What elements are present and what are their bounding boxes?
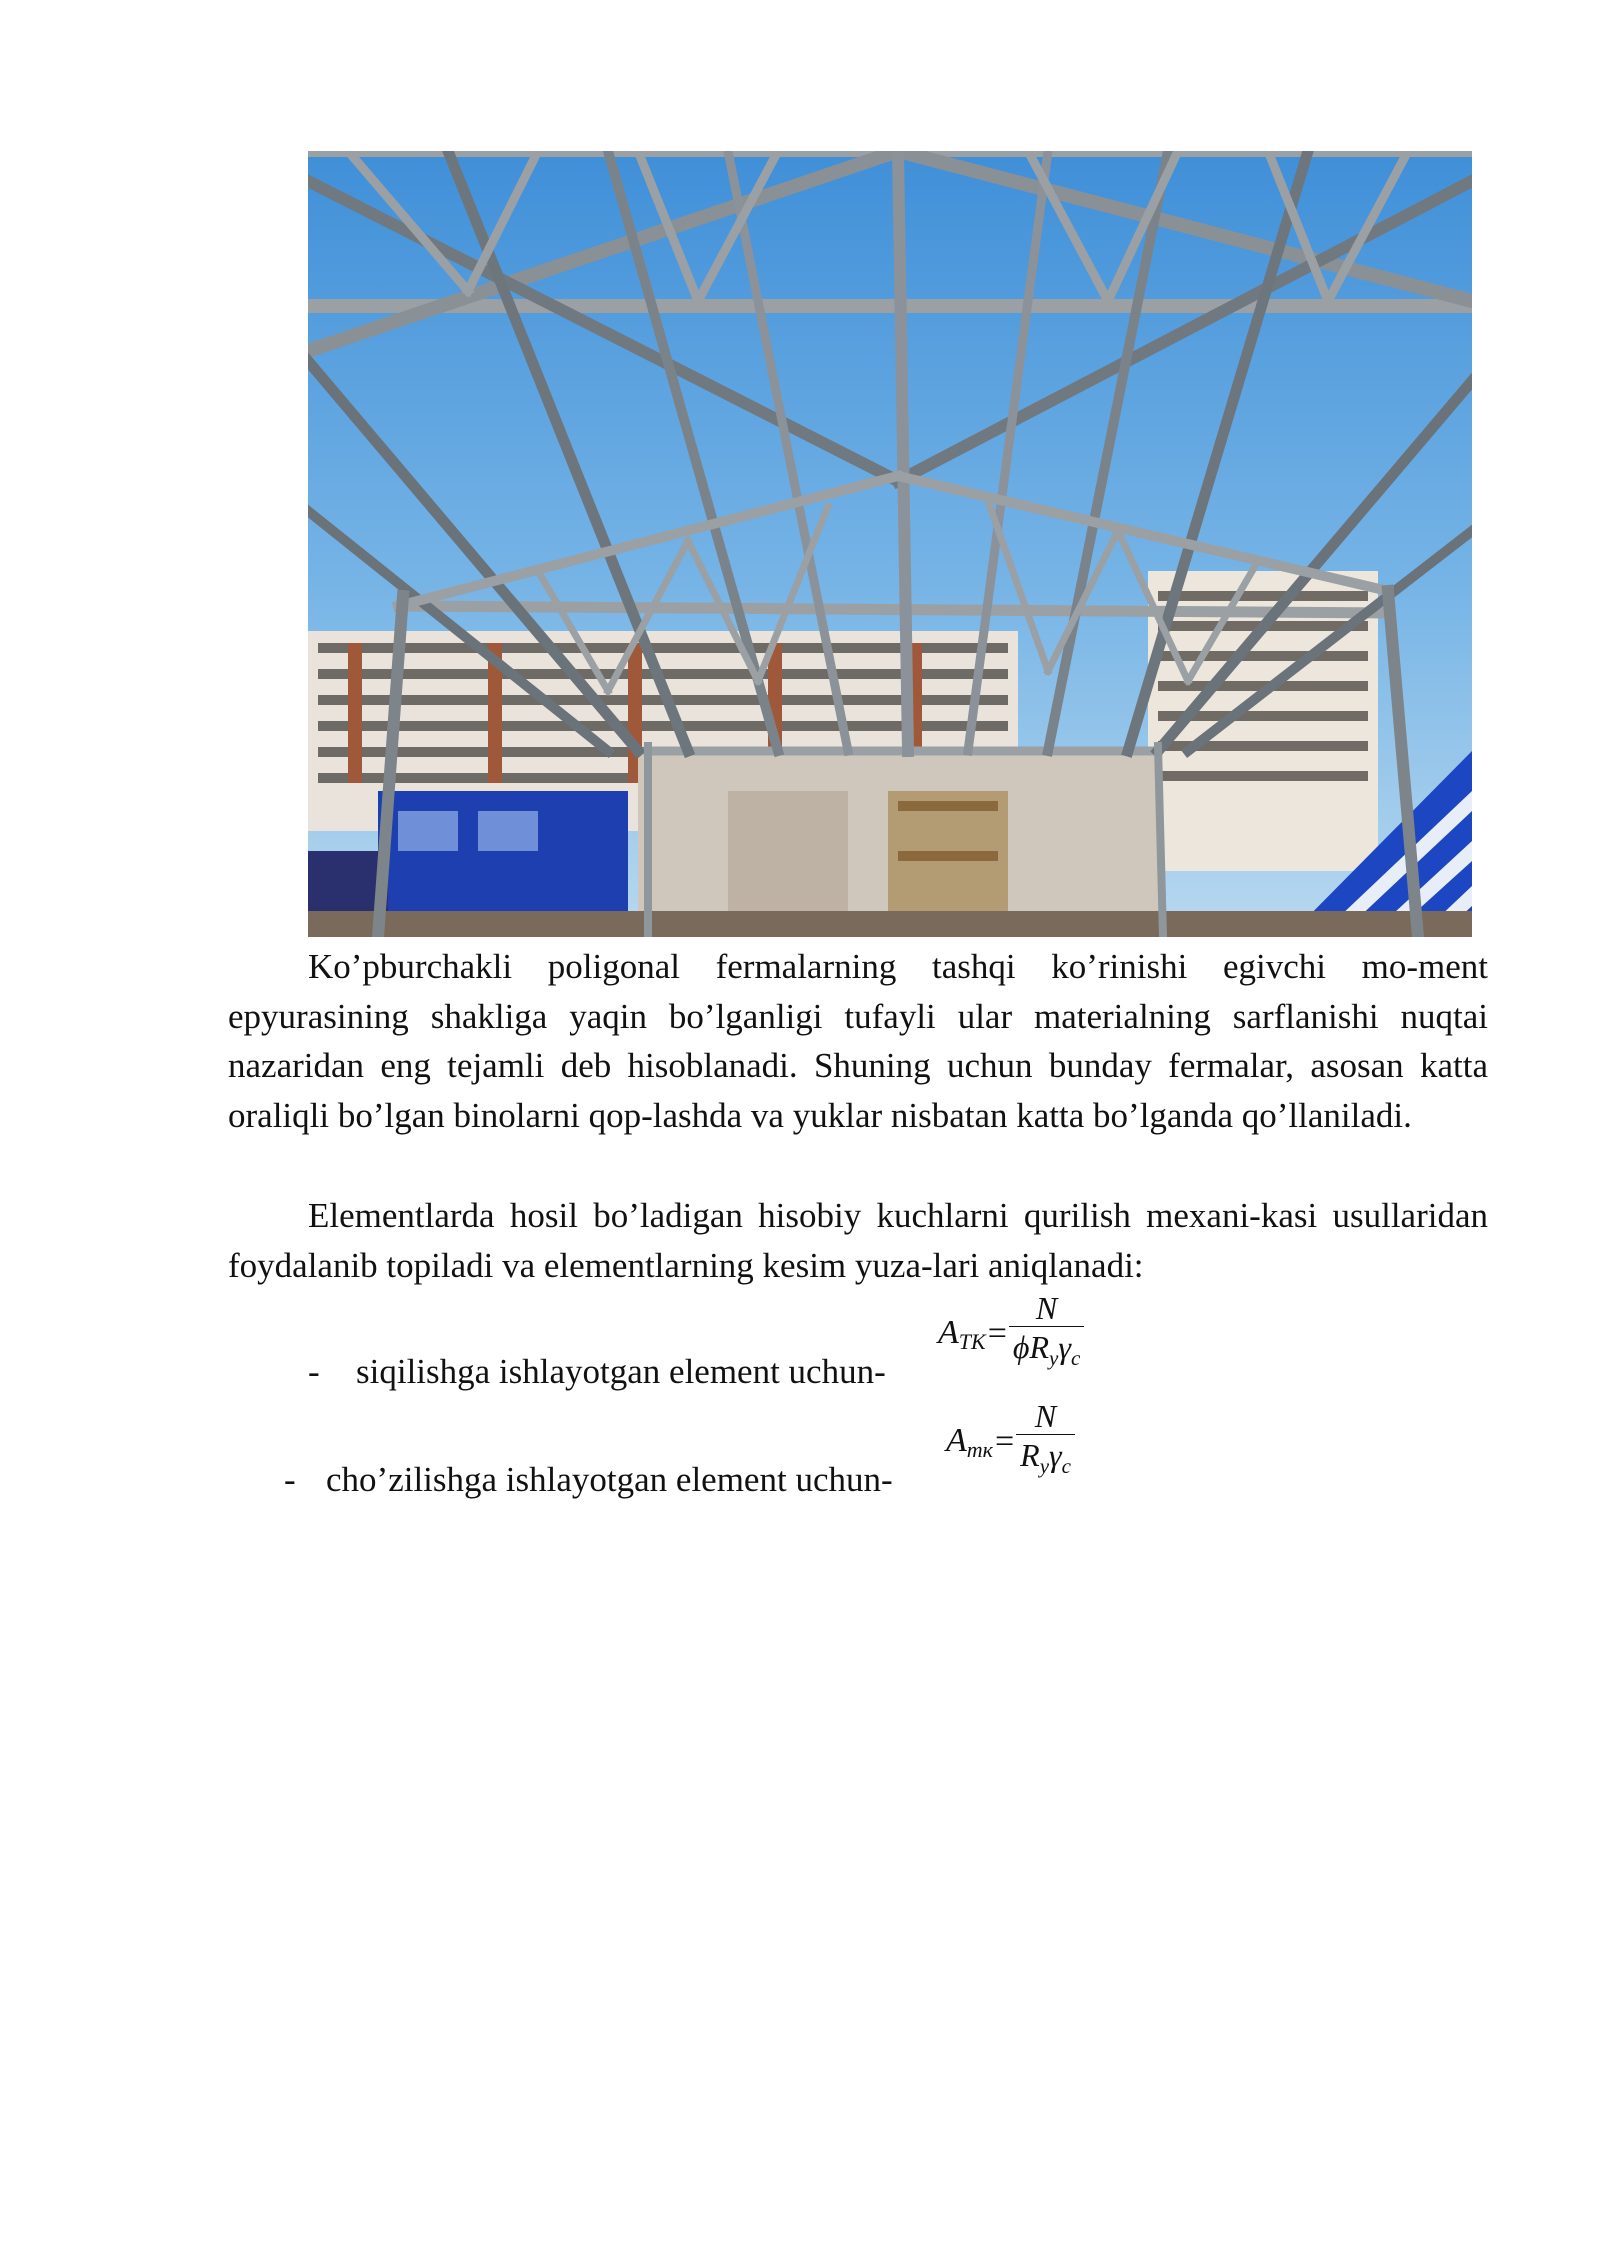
truss-photo bbox=[308, 151, 1472, 937]
formula-fraction bbox=[1016, 1398, 1075, 1486]
formula-numerator: N bbox=[1034, 1398, 1057, 1434]
formula-lhs: $A_{тк}$ bbox=[946, 1421, 993, 1462]
formula-fraction bbox=[1009, 1290, 1084, 1378]
formula-lhs: $A_{TK}$ bbox=[938, 1313, 986, 1354]
bullet-compression bbox=[308, 1352, 886, 1392]
formula-denominator: $\phi R_y\gamma_c$ bbox=[1009, 1326, 1084, 1378]
bullet-tension-text: cho’zilishga ishlayotgan element uchun- bbox=[326, 1460, 893, 1499]
formula-numerator: N bbox=[1035, 1290, 1058, 1326]
formula-equals: = bbox=[994, 1423, 1015, 1460]
paragraph-1-text: Ko’pburchakli poligonal fermalarning tashqi ko’rinishi egivchi mo-ment epyurasining shakliga yaqin bo’lganligi tufayli ular materialning sarflanishi nuqtai nazaridan eng tejamli deb hisoblanadi. Shuning uchun bunday fermalar, asosan katta oraliqli bo’lgan binolarni qop-lashda va yuklar nisbatan katta bo’lganda qo’llaniladi. bbox=[228, 947, 1488, 1135]
bullet-compression-text: siqilishga ishlayotgan element uchun- bbox=[356, 1352, 886, 1391]
formula-tension bbox=[946, 1398, 1075, 1486]
formula-compression bbox=[938, 1290, 1084, 1378]
paragraph-2-text: Elementlarda hosil bo’ladigan hisobiy kuchlarni qurilish mexani-kasi usullaridan foydalanib topiladi va elementlarning kesim yuza-lari aniqlanadi: bbox=[228, 1196, 1488, 1285]
concrete-wall bbox=[638, 751, 1158, 937]
bullet-tension bbox=[284, 1460, 893, 1500]
paragraph-1 bbox=[228, 942, 1488, 1140]
bullet-dash: - bbox=[284, 1460, 296, 1499]
bullet-dash: - bbox=[308, 1352, 320, 1391]
formula-denominator: $R_y\gamma_c$ bbox=[1016, 1434, 1075, 1486]
paragraph-2 bbox=[228, 1191, 1488, 1290]
formula-equals: = bbox=[987, 1315, 1007, 1352]
